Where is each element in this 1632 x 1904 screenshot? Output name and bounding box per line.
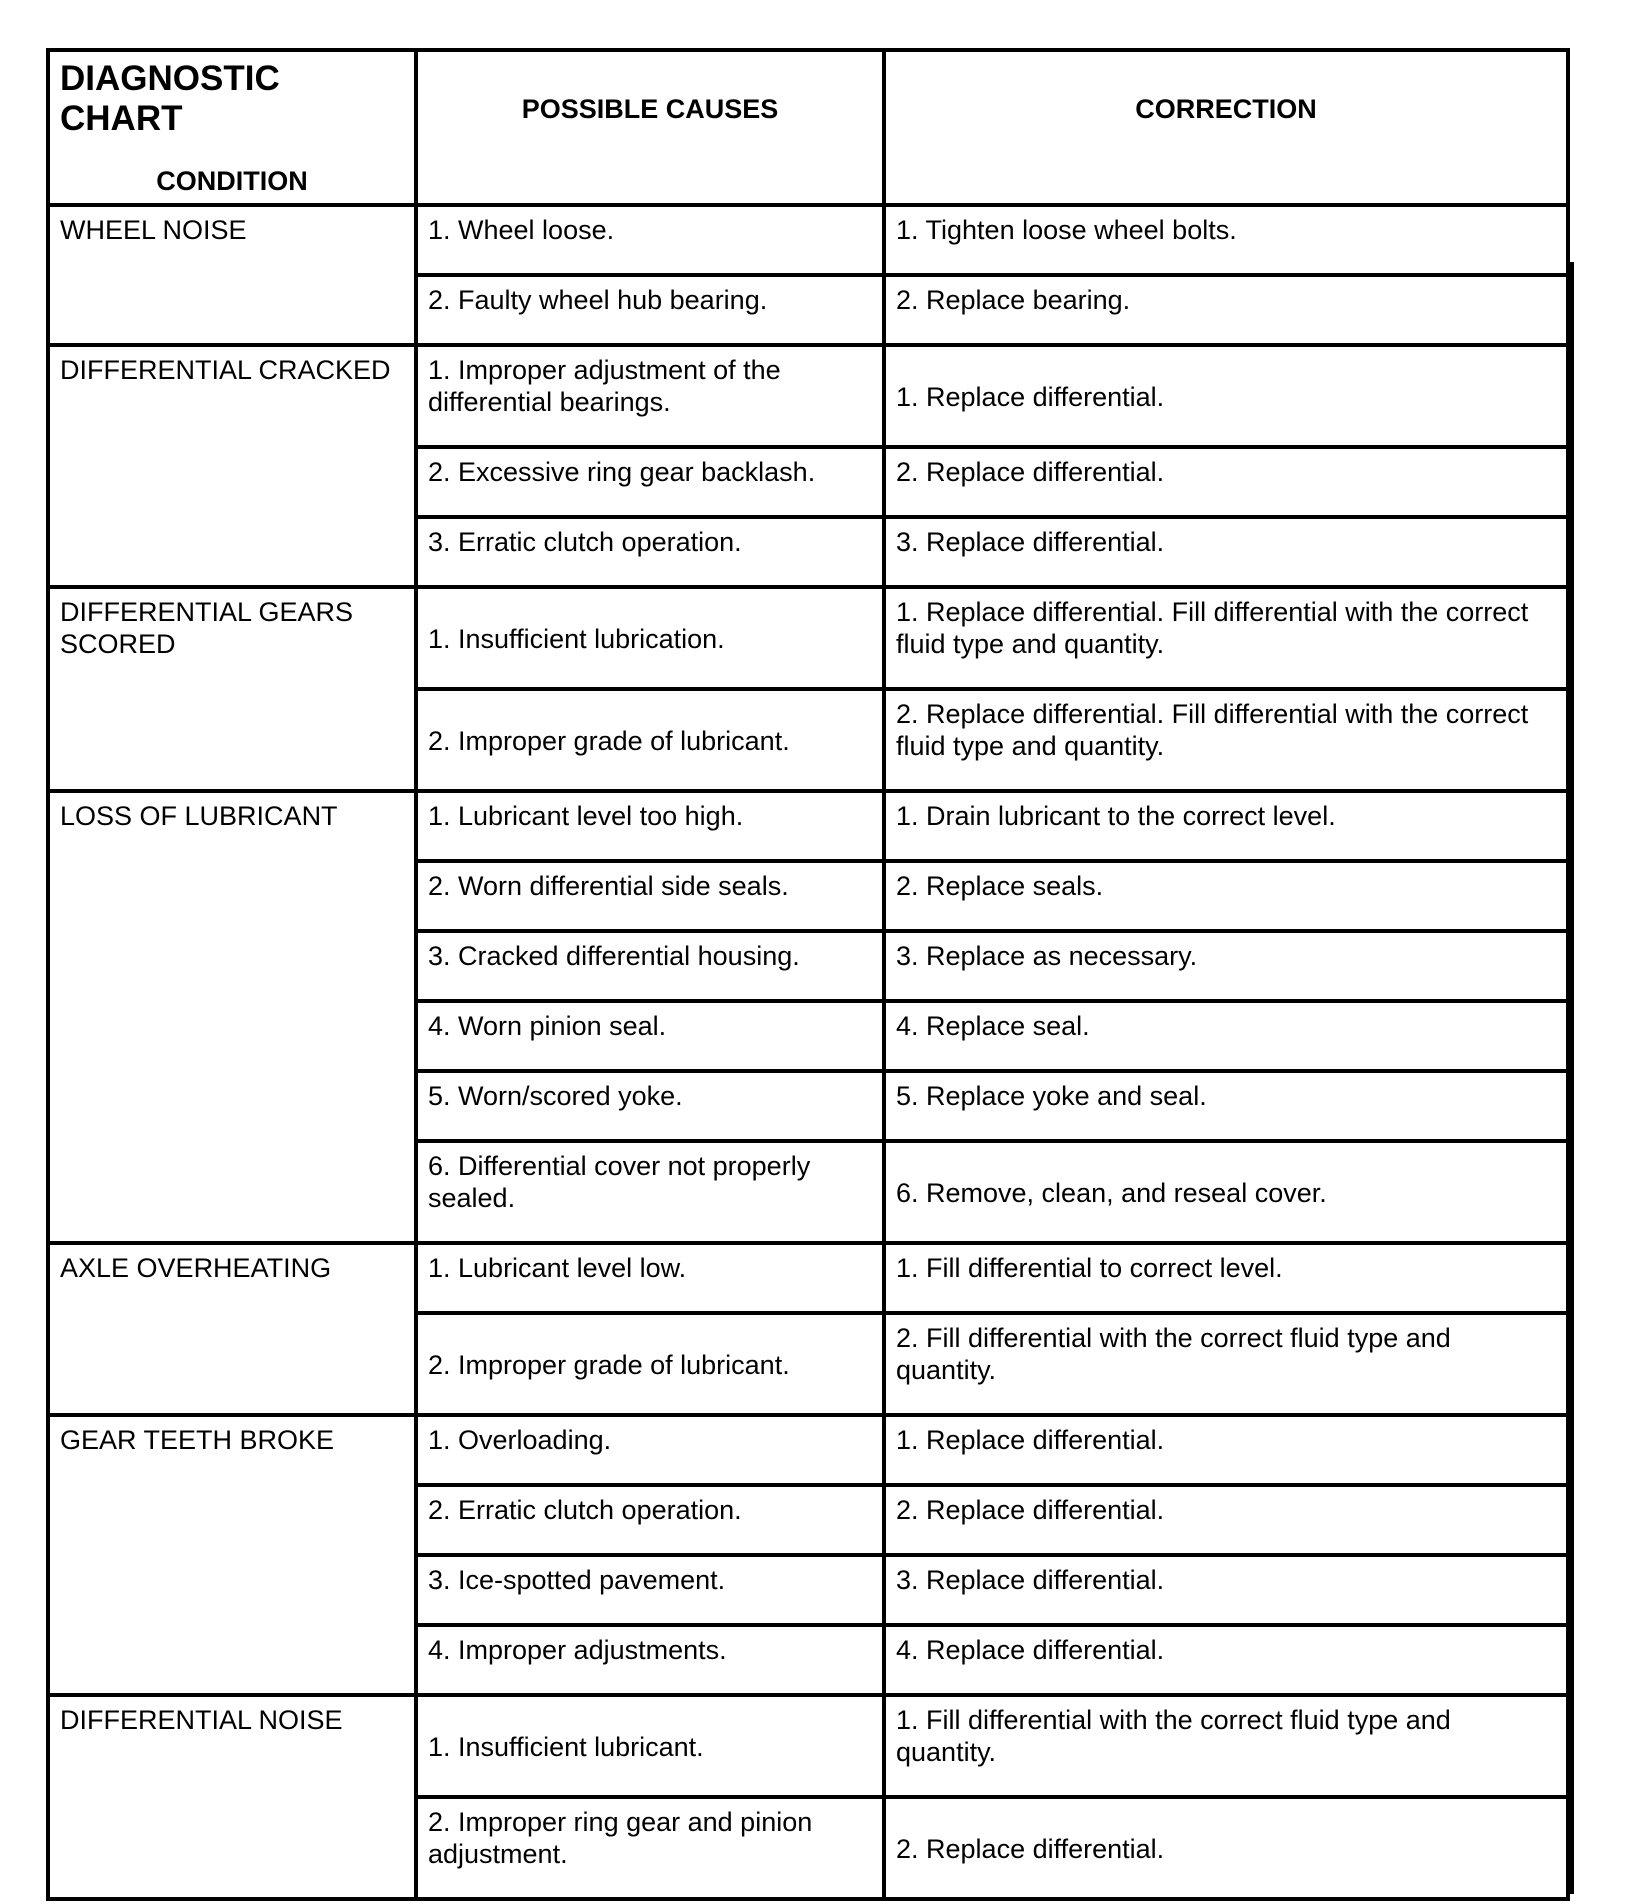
table-row: [48, 587, 1568, 689]
possible-cause-cell: 1. Insufficient lubricant.: [416, 1695, 884, 1797]
possible-cause-cell: 2. Excessive ring gear backlash.: [416, 447, 884, 517]
table-row: [48, 1243, 1568, 1313]
correction-header: CORRECTION: [1135, 94, 1317, 124]
possible-cause-cell: 2. Improper grade of lubricant.: [416, 689, 884, 791]
possible-cause-cell: 1. Insufficient lubrication.: [416, 587, 884, 689]
correction-cell: 2. Replace differential. Fill differential with the correct fluid type and quantity.: [884, 689, 1568, 791]
possible-cause-cell: 3. Ice-spotted pavement.: [416, 1555, 884, 1625]
table-row: [48, 791, 1568, 861]
correction-cell: 1. Fill differential with the correct fluid type and quantity.: [884, 1695, 1568, 1797]
condition-header: CONDITION: [156, 166, 308, 196]
right-border-rail: [1566, 262, 1574, 1894]
condition-cell: LOSS OF LUBRICANT: [48, 791, 416, 1243]
possible-cause-cell: 1. Lubricant level too high.: [416, 791, 884, 861]
diagnostic-chart-table: [46, 48, 1570, 1901]
correction-cell: 2. Fill differential with the correct fluid type and quantity.: [884, 1313, 1568, 1415]
header-row: [48, 50, 1568, 205]
condition-header-cell: [48, 50, 416, 205]
correction-cell: 4. Replace differential.: [884, 1625, 1568, 1695]
possible-cause-cell: 6. Differential cover not properly sealed.: [416, 1141, 884, 1243]
possible-cause-cell: 1. Lubricant level low.: [416, 1243, 884, 1313]
condition-cell: DIFFERENTIAL NOISE: [48, 1695, 416, 1899]
condition-cell: GEAR TEETH BROKE: [48, 1415, 416, 1695]
condition-cell: WHEEL NOISE: [48, 205, 416, 345]
possible-cause-cell: 2. Erratic clutch operation.: [416, 1485, 884, 1555]
table-row: [48, 205, 1568, 275]
condition-cell: DIFFERENTIAL CRACKED: [48, 345, 416, 587]
correction-cell: 2. Replace differential.: [884, 1485, 1568, 1555]
correction-cell: 5. Replace yoke and seal.: [884, 1071, 1568, 1141]
correction-cell: 3. Replace differential.: [884, 517, 1568, 587]
possible-cause-cell: 2. Worn differential side seals.: [416, 861, 884, 931]
table-row: [48, 1695, 1568, 1797]
possible-cause-cell: 1. Improper adjustment of the differential bearings.: [416, 345, 884, 447]
correction-header-cell: [884, 50, 1568, 205]
condition-cell: DIFFERENTIAL GEARS SCORED: [48, 587, 416, 791]
correction-cell: 4. Replace seal.: [884, 1001, 1568, 1071]
possible-cause-cell: 3. Cracked differential housing.: [416, 931, 884, 1001]
correction-cell: 1. Replace differential.: [884, 345, 1568, 447]
condition-cell: AXLE OVERHEATING: [48, 1243, 416, 1415]
possible-cause-cell: 2. Improper grade of lubricant.: [416, 1313, 884, 1415]
correction-cell: 2. Replace differential.: [884, 447, 1568, 517]
correction-cell: 2. Replace differential.: [884, 1797, 1568, 1899]
correction-cell: 1. Tighten loose wheel bolts.: [884, 205, 1568, 275]
correction-cell: 1. Replace differential. Fill differential with the correct fluid type and quantity.: [884, 587, 1568, 689]
possible-cause-cell: 1. Wheel loose.: [416, 205, 884, 275]
correction-cell: 6. Remove, clean, and reseal cover.: [884, 1141, 1568, 1243]
possible-cause-cell: 2. Improper ring gear and pinion adjustment.: [416, 1797, 884, 1899]
table-row: [48, 1415, 1568, 1485]
causes-header-cell: [416, 50, 884, 205]
correction-cell: 1. Drain lubricant to the correct level.: [884, 791, 1568, 861]
correction-cell: 2. Replace seals.: [884, 861, 1568, 931]
correction-cell: 2. Replace bearing.: [884, 275, 1568, 345]
possible-cause-cell: 2. Faulty wheel hub bearing.: [416, 275, 884, 345]
possible-cause-cell: 3. Erratic clutch operation.: [416, 517, 884, 587]
chart-title: DIAGNOSTIC CHART: [60, 59, 280, 138]
correction-cell: 3. Replace as necessary.: [884, 931, 1568, 1001]
possible-cause-cell: 5. Worn/scored yoke.: [416, 1071, 884, 1141]
correction-cell: 3. Replace differential.: [884, 1555, 1568, 1625]
possible-cause-cell: 4. Improper adjustments.: [416, 1625, 884, 1695]
possible-cause-cell: 4. Worn pinion seal.: [416, 1001, 884, 1071]
possible-cause-cell: 1. Overloading.: [416, 1415, 884, 1485]
diagnostic-chart-body: [48, 205, 1568, 1899]
table-row: [48, 345, 1568, 447]
diagnostic-chart-sheet: [46, 48, 1566, 1894]
correction-cell: 1. Fill differential to correct level.: [884, 1243, 1568, 1313]
possible-causes-header: POSSIBLE CAUSES: [521, 94, 779, 124]
correction-cell: 1. Replace differential.: [884, 1415, 1568, 1485]
